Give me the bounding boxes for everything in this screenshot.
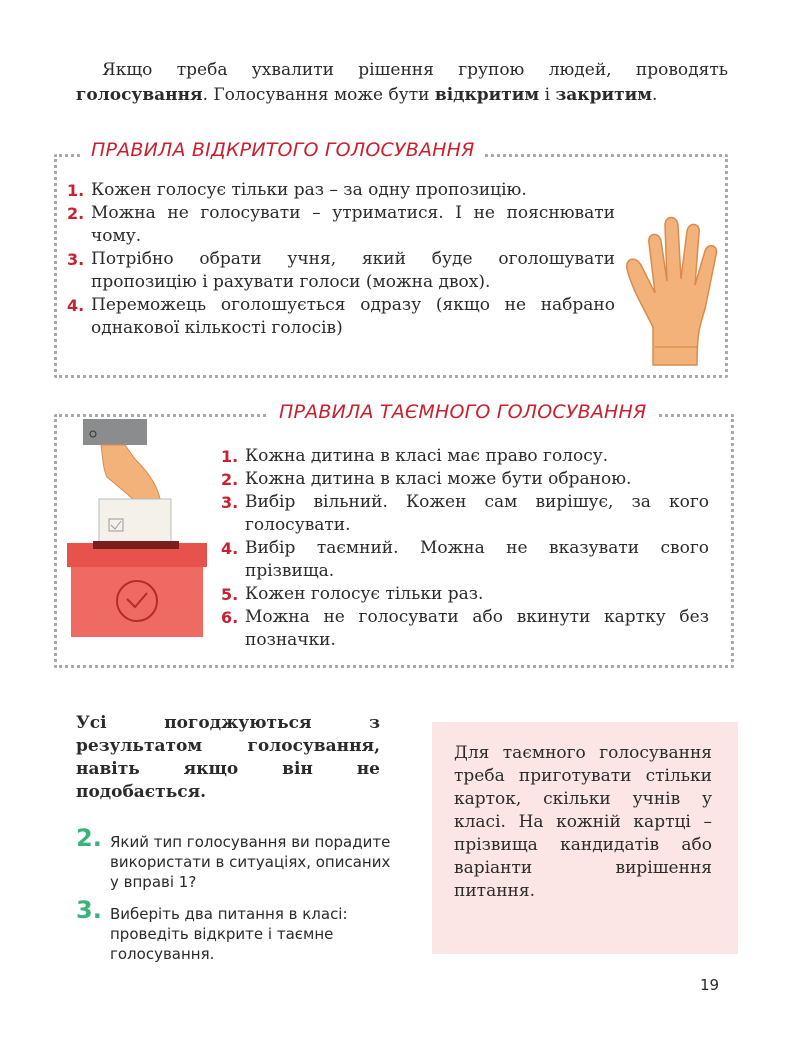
task-3 xyxy=(76,896,396,964)
ballot-box-illustration xyxy=(63,419,213,649)
task-text: Який тип голосування ви порадите використати в ситуаціях, описаних у вправі 1? xyxy=(110,833,391,891)
rule-number: 4. xyxy=(67,296,85,315)
task-number: 2. xyxy=(76,824,102,852)
rule-text: Вибір вільний. Кожен сам вирішує, за кого голосувати. xyxy=(245,492,709,535)
intro-paragraph xyxy=(76,58,728,108)
secret-voting-title: ПРАВИЛА ТАЄМНОГО ГОЛОСУВАННЯ xyxy=(269,401,656,423)
rule-text: Можна не голосувати або вкинути картку без позначки. xyxy=(245,607,709,650)
list-item xyxy=(67,294,615,340)
rule-number: 3. xyxy=(221,493,239,512)
list-item xyxy=(67,248,615,294)
open-voting-rules xyxy=(67,179,615,340)
intro-text-2: . Голосування може бути xyxy=(202,85,435,105)
rule-number: 1. xyxy=(221,447,239,466)
intro-bold-2: відкритим xyxy=(434,85,540,105)
intro-text-1: Якщо треба ухвалити рішення групою людей, проводять xyxy=(102,60,728,80)
rule-number: 2. xyxy=(67,204,85,223)
rule-text: Кожна дитина в класі може бути обраною. xyxy=(245,469,632,489)
list-item xyxy=(67,202,615,248)
note-box xyxy=(432,722,738,954)
raised-hand-illustration xyxy=(625,215,725,365)
list-item xyxy=(221,468,709,491)
secret-voting-box xyxy=(54,401,734,668)
list-item xyxy=(221,583,709,606)
agreement-statement: Усі погоджуються з результатом голосування, навіть якщо він не подобається. xyxy=(76,713,380,802)
list-item xyxy=(67,179,615,202)
rule-number: 6. xyxy=(221,608,239,627)
rule-number: 3. xyxy=(67,250,85,269)
rule-text: Можна не голосувати – утриматися. І не пояснювати чому. xyxy=(91,203,615,246)
rule-number: 4. xyxy=(221,539,239,558)
task-number: 3. xyxy=(76,896,102,924)
intro-text-3: і xyxy=(539,85,556,105)
task-2 xyxy=(76,824,396,892)
rule-text: Кожна дитина в класі має право голосу. xyxy=(245,446,609,466)
task-text: Виберіть два питання в класі: проведіть відкрите і таємне голосування. xyxy=(110,905,348,963)
intro-bold-3: закритим xyxy=(555,85,652,105)
rule-text: Потрібно обрати учня, який буде оголошувати пропозицію і рахувати голоси (можна двох). xyxy=(91,249,615,292)
rule-text: Вибір таємний. Можна не вказувати свого прізвища. xyxy=(245,538,709,581)
list-item xyxy=(221,445,709,468)
list-item xyxy=(221,491,709,537)
rule-number: 1. xyxy=(67,181,85,200)
open-voting-box xyxy=(54,139,728,378)
secret-voting-rules xyxy=(221,445,709,652)
intro-bold-1: голосування xyxy=(76,85,203,105)
rule-text: Кожен голосує тільки раз. xyxy=(245,584,484,604)
rule-number: 5. xyxy=(221,585,239,604)
rule-text: Переможець оголошується одразу (якщо не набрано однакової кількості голосів) xyxy=(91,295,615,338)
rule-text: Кожен голосує тільки раз – за одну пропозицію. xyxy=(91,180,527,200)
list-item xyxy=(221,606,709,652)
list-item xyxy=(221,537,709,583)
open-voting-title: ПРАВИЛА ВІДКРИТОГО ГОЛОСУВАННЯ xyxy=(81,139,485,161)
intro-text-4: . xyxy=(651,85,658,105)
page-number: 19 xyxy=(700,976,720,994)
rule-number: 2. xyxy=(221,470,239,489)
note-text: Для таємного голосування треба приготувати стільки карток, скільки учнів у класі. На кожній картці – прізвища кандидатів або варіанти вирішення питання. xyxy=(454,743,712,901)
